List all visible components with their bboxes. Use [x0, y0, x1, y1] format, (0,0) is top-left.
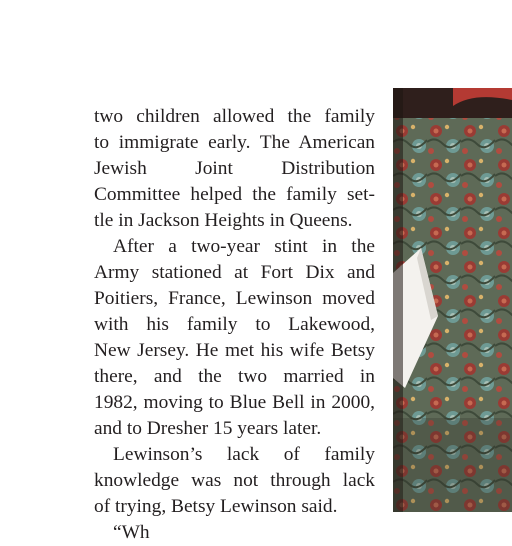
- text-line: knowledge was not through lack: [94, 470, 375, 491]
- article-column: [94, 104, 375, 546]
- text-line: tle in Jackson Heights in Queens.: [94, 210, 353, 231]
- article-photo: [393, 88, 512, 512]
- text-line: Poitiers, France, Lewinson moved: [94, 288, 375, 309]
- text-line: two children allowed the family: [94, 106, 375, 127]
- paragraph-3: [94, 442, 375, 520]
- text-line: Jewish Joint Distribution: [94, 158, 375, 179]
- text-line: After a two-year stint in the: [113, 236, 375, 257]
- text-line: Army stationed at Fort Dix and: [94, 262, 375, 283]
- text-line: 1982, moving to Blue Bell in 2000,: [94, 392, 375, 413]
- text-line: “Wh: [113, 522, 150, 543]
- text-line: and to Dresher 15 years later.: [94, 418, 322, 439]
- text-line: there, and the two married in: [94, 366, 375, 387]
- paragraph-4: [94, 520, 375, 546]
- paragraph-1: [94, 104, 375, 234]
- text-line: with his family to Lakewood,: [94, 314, 375, 335]
- text-line: Committee helped the family set-: [94, 184, 375, 205]
- text-line: of trying, Betsy Lewinson said.: [94, 496, 338, 517]
- photo-image: [393, 88, 512, 512]
- paragraph-2: [94, 234, 375, 442]
- text-line: to immigrate early. The American: [94, 132, 375, 153]
- text-line: New Jersey. He met his wife Betsy: [94, 340, 375, 361]
- text-line: Lewinson’s lack of family: [113, 444, 375, 465]
